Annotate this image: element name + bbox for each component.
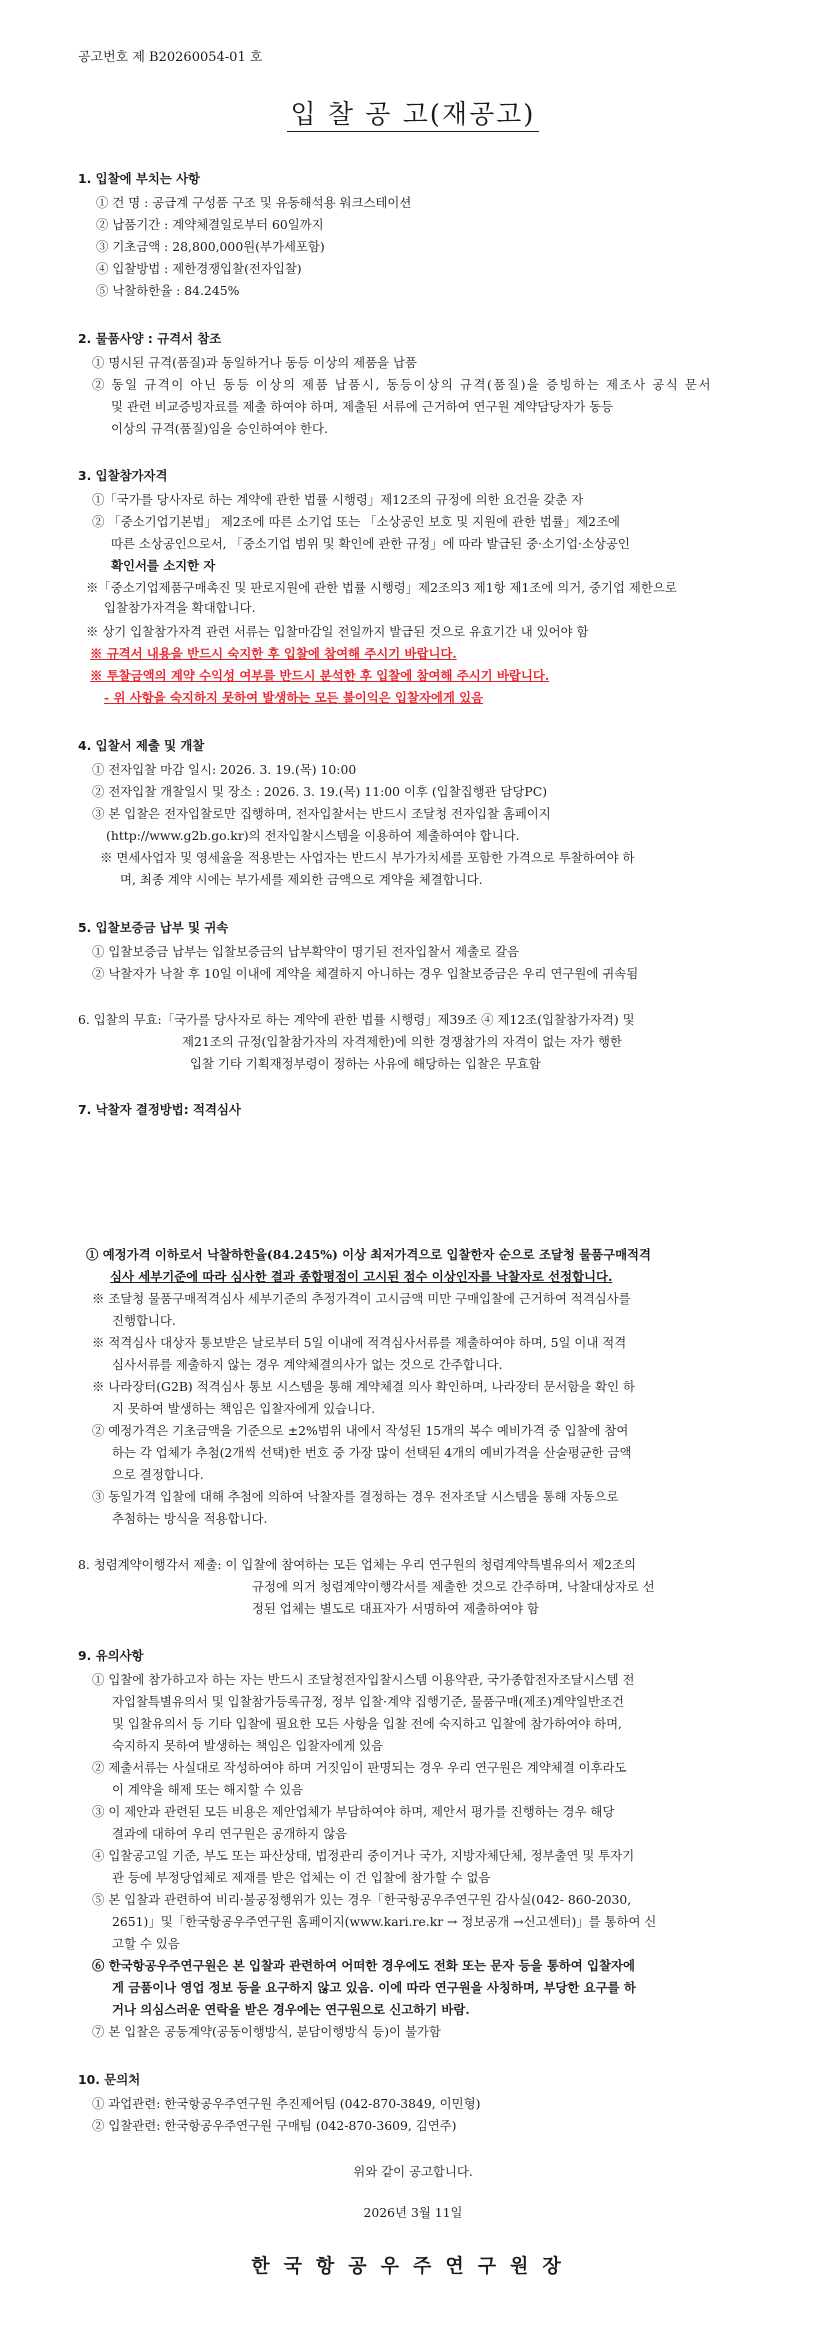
notice-line-s6-b: 제21조의 규정(입찰참가자의 자격제한)에 의한 경쟁참가의 자격이 없는 자가 행한 bbox=[182, 1034, 622, 1049]
notice-line-s7-1b: 심사 세부기준에 따라 심사한 결과 종합평점이 고시된 점수 이상인자를 낙찰자로 선정합니다. bbox=[110, 1269, 613, 1284]
title-text: 입 찰 공 고(재공고) bbox=[287, 100, 540, 132]
notice-line-s9-2a: ② 제출서류는 사실대로 작성하여야 하며 거짓임이 판명되는 경우 우리 연구원은 계약체결 이후라도 bbox=[92, 1760, 627, 1775]
closing-text: 위와 같이 공고합니다. bbox=[353, 2164, 473, 2179]
section-heading-s5-h: 5. 입찰보증금 납부 및 귀속 bbox=[78, 920, 229, 935]
page-title bbox=[0, 100, 826, 130]
notice-line-s4-2: ② 전자입찰 개찰일시 및 장소 : 2026. 3. 19.(목) 11:00 이후 (입찰집행관 담당PC) bbox=[92, 784, 548, 799]
notice-line-s9-1b: 자입찰특별유의서 및 입찰참가등록규정, 정부 입찰·계약 집행기준, 물품구매(제조)계약일반조건 bbox=[112, 1694, 624, 1709]
notice-line-s3-n5: - 위 사항을 숙지하지 못하여 발생하는 모든 불이익은 입찰자에게 있음 bbox=[104, 690, 484, 705]
notice-line-s7-n3a: ※ 나라장터(G2B) 적격심사 통보 시스템을 통해 계약체결 의사 확인하며, 나라장터 문서함을 확인 하 bbox=[92, 1379, 636, 1394]
section-heading-s3-h: 3. 입찰참가자격 bbox=[78, 468, 168, 483]
notice-line-s1-3: ③ 기초금액 : 28,800,000원(부가세포함) bbox=[96, 239, 325, 254]
notice-line-s9-1c: 및 입찰유의서 등 기타 입찰에 필요한 모든 사항을 입찰 전에 숙지하고 입찰에 참가하여야 하며, bbox=[112, 1716, 622, 1731]
notice-line-s7-1a: ① 예정가격 이하로서 낙찰하한율(84.245%) 이상 최저가격으로 입찰한자 순으로 조달청 물품구매적격 bbox=[86, 1247, 651, 1262]
notice-line-s7-n1b: 진행합니다. bbox=[112, 1313, 176, 1328]
notice-line-s2-2b: 및 관련 비교증빙자료를 제출 하여야 하며, 제출된 서류에 근거하여 연구원 계약담당자가 동등 bbox=[111, 399, 614, 414]
notice-line-s7-n1a: ※ 조달청 물품구매적격심사 세부기준의 추정가격이 고시금액 미만 구매입찰에 근거하여 적격심사를 bbox=[92, 1291, 631, 1306]
notice-line-s5-1: ① 입찰보증금 납부는 입찰보증금의 납부확약이 명기된 전자입찰서 제출로 갈음 bbox=[92, 944, 519, 959]
notice-line-s4-1: ① 전자입찰 마감 일시: 2026. 3. 19.(목) 10:00 bbox=[92, 762, 357, 777]
notice-line-s5-2: ② 낙찰자가 낙찰 후 10일 이내에 계약을 체결하지 아니하는 경우 입찰보증금은 우리 연구원에 귀속됨 bbox=[92, 966, 639, 981]
notice-line-s1-2: ② 납품기간 : 계약체결일로부터 60일까지 bbox=[96, 217, 324, 232]
notice-line-s1-4: ④ 입찰방법 : 제한경쟁입찰(전자입찰) bbox=[96, 261, 302, 276]
notice-line-s9-5b: 2651)」및「한국항공우주연구원 홈페이지(www.kari.re.kr → 정보공개 →신고센터)」를 통하여 신 bbox=[112, 1914, 657, 1929]
notice-line-s9-7: ⑦ 본 입찰은 공동계약(공동이행방식, 분담이행방식 등)이 불가함 bbox=[92, 2024, 441, 2039]
notice-date: 2026년 3월 11일 bbox=[363, 2205, 463, 2220]
notice-line-s7-3a: ③ 동일가격 입찰에 대해 추첨에 의하여 낙찰자를 결정하는 경우 전자조달 시스템을 통해 자동으로 bbox=[92, 1489, 619, 1504]
notice-line-s9-4a: ④ 입찰공고일 기준, 부도 또는 파산상태, 법정관리 중이거나 국가, 지방자체단체, 정부출연 및 투자기 bbox=[92, 1848, 635, 1863]
notice-line-s10-1: ① 과업관련: 한국항공우주연구원 추진제어팀 (042-870-3849, 이민형) bbox=[92, 2096, 481, 2111]
notice-line-s4-n1b: 며, 최종 계약 시에는 부가세를 제외한 금액으로 계약을 체결합니다. bbox=[120, 872, 483, 887]
notice-line-s8-b: 규정에 의거 청렴계약이행각서를 제출한 것으로 간주하며, 낙찰대상자로 선 bbox=[252, 1579, 655, 1594]
notice-line-s9-5a: ⑤ 본 입찰과 관련하여 비리·불공정행위가 있는 경우「한국항공우주연구원 감사실(042- 860-2030, bbox=[92, 1892, 632, 1907]
notice-line-s6-c: 입찰 기타 기획재정부령이 정하는 사유에 해당하는 입찰은 무효함 bbox=[190, 1056, 541, 1071]
notice-line-s9-4b: 관 등에 부정당업체로 제재를 받은 업체는 이 건 입찰에 참가할 수 없음 bbox=[112, 1870, 491, 1885]
notice-line-s9-2b: 이 계약을 해제 또는 해지할 수 있음 bbox=[112, 1782, 304, 1797]
notice-line-s4-n1a: ※ 면세사업자 및 영세율을 적용받는 사업자는 반드시 부가가치세를 포함한 가격으로 투찰하여야 하 bbox=[100, 850, 635, 865]
notice-line-s4-3a: ③ 본 입찰은 전자입찰로만 집행하며, 전자입찰서는 반드시 조달청 전자입찰 홈페이지 bbox=[92, 806, 551, 821]
notice-line-s7-2b: 하는 각 업체가 추첨(2개씩 선택)한 번호 중 가장 많이 선택된 4개의 예비가격을 산술평균한 금액 bbox=[112, 1445, 632, 1460]
notice-line-s2-2a: ② 동일 규격이 아닌 동등 이상의 제품 납품시, 동등이상의 규격(품질)을 증빙하는 제조사 공식 문서 bbox=[92, 377, 713, 392]
notice-line-s7-n2a: ※ 적격심사 대상자 통보받은 날로부터 5일 이내에 적격심사서류를 제출하여야 하며, 5일 이내 적격 bbox=[92, 1335, 627, 1350]
notice-number: 공고번호 제 B20260054-01 호 bbox=[78, 50, 263, 65]
section-heading-s7-h: 7. 낙찰자 결정방법: 적격심사 bbox=[78, 1102, 241, 1117]
notice-line-s3-2c: 확인서를 소지한 자 bbox=[111, 558, 216, 573]
notice-line-s9-6a: ⑥ 한국항공우주연구원은 본 입찰과 관련하여 어떠한 경우에도 전화 또는 문자 등을 통하여 입찰자에 bbox=[92, 1958, 635, 1973]
notice-line-s3-n4: ※ 투찰금액의 계약 수익성 여부를 반드시 분석한 후 입찰에 참여해 주시기 바랍니다. bbox=[90, 668, 550, 683]
section-heading-s4-h: 4. 입찰서 제출 및 개찰 bbox=[78, 738, 205, 753]
notice-line-s7-3b: 추첨하는 방식을 적용합니다. bbox=[112, 1511, 268, 1526]
notice-line-s3-n3: ※ 규격서 내용을 반드시 숙지한 후 입찰에 참여해 주시기 바랍니다. bbox=[90, 646, 457, 661]
notice-line-s7-n2b: 심사서류를 제출하지 않는 경우 계약체결의사가 없는 것으로 간주합니다. bbox=[112, 1357, 503, 1372]
notice-line-s3-n1b: 입찰참가자격을 확대합니다. bbox=[104, 600, 256, 615]
notice-line-s7-n3b: 지 못하여 발생하는 책임은 입찰자에게 있습니다. bbox=[112, 1401, 376, 1416]
notice-line-s9-5c: 고할 수 있음 bbox=[112, 1936, 180, 1951]
section-heading-s10-h: 10. 문의처 bbox=[78, 2072, 141, 2087]
notice-line-s8-c: 정된 업체는 별도로 대표자가 서명하여 제출하여야 함 bbox=[252, 1601, 539, 1616]
notice-line-s2-1: ① 명시된 규격(품질)과 동일하거나 동등 이상의 제품을 납품 bbox=[92, 355, 417, 370]
notice-line-s9-1d: 숙지하지 못하여 발생하는 책임은 입찰자에게 있음 bbox=[112, 1738, 384, 1753]
notice-line-s6-a: 6. 입찰의 무효:「국가를 당사자로 하는 계약에 관한 법률 시행령」제39조 ④ 제12조(입찰참가자격) 및 bbox=[78, 1012, 635, 1027]
notice-line-s1-1: ① 건 명 : 공급계 구성품 구조 및 유동해석용 워크스테이션 bbox=[96, 195, 412, 210]
notice-line-s9-1a: ① 입찰에 참가하고자 하는 자는 반드시 조달청전자입찰시스템 이용약관, 국가종합전자조달시스템 전 bbox=[92, 1672, 635, 1687]
notice-line-s3-2a: ② 「중소기업기본법」 제2조에 따른 소기업 또는 「소상공인 보호 및 지원에 관한 법률」제2조에 bbox=[92, 514, 621, 529]
notice-line-s1-5: ⑤ 낙찰하한율 : 84.245% bbox=[96, 283, 240, 298]
signer-name: 한국항공우주연구원장 bbox=[251, 2255, 575, 2277]
notice-line-s3-2b: 따른 소상공인으로서, 「중소기업 범위 및 확인에 관한 규정」에 따라 발급된 중·소기업·소상공인 bbox=[111, 536, 630, 551]
section-heading-s1-h: 1. 입찰에 부치는 사항 bbox=[78, 171, 201, 186]
notice-line-s2-2c: 이상의 규격(품질)임을 승인하여야 한다. bbox=[111, 421, 328, 436]
section-heading-s2-h: 2. 물품사양 : 규격서 참조 bbox=[78, 331, 222, 346]
notice-line-s8-a: 8. 청렴계약이행각서 제출: 이 입찰에 참여하는 모든 업체는 우리 연구원의 청렴계약특별유의서 제2조의 bbox=[78, 1557, 636, 1572]
section-heading-s9-h: 9. 유의사항 bbox=[78, 1648, 144, 1663]
notice-line-s9-3a: ③ 이 제안과 관련된 모든 비용은 제안업체가 부담하여야 하며, 제안서 평가를 진행하는 경우 해당 bbox=[92, 1804, 615, 1819]
notice-line-s10-2: ② 입찰관련: 한국항공우주연구원 구매팀 (042-870-3609, 김연주) bbox=[92, 2118, 457, 2133]
notice-line-s7-2a: ② 예정가격은 기초금액을 기준으로 ±2%범위 내에서 작성된 15개의 복수 예비가격 중 입찰에 참여 bbox=[92, 1423, 629, 1438]
notice-line-s3-n1a: ※「중소기업제품구매촉진 및 판로지원에 관한 법률 시행령」제2조의3 제1항 제1조에 의거, 중기업 제한으로 bbox=[86, 580, 677, 595]
notice-line-s4-3b: (http://www.g2b.go.kr)의 전자입찰시스템을 이용하여 제출하여야 합니다. bbox=[106, 828, 520, 843]
notice-line-s9-6c: 거나 의심스러운 연락을 받은 경우에는 연구원으로 신고하기 바람. bbox=[112, 2002, 470, 2017]
notice-line-s9-3b: 결과에 대하여 우리 연구원은 공개하지 않음 bbox=[112, 1826, 348, 1841]
notice-line-s3-1: ①「국가를 당사자로 하는 계약에 관한 법률 시행령」제12조의 규정에 의한 요건을 갖춘 자 bbox=[92, 492, 584, 507]
notice-line-s9-6b: 게 금품이나 영업 정보 등을 요구하지 않고 있음. 이에 따라 연구원을 사칭하며, 부당한 요구를 하 bbox=[112, 1980, 636, 1995]
notice-line-s3-n2: ※ 상기 입찰참가자격 관련 서류는 입찰마감일 전일까지 발급된 것으로 유효기간 내 있어야 함 bbox=[86, 624, 589, 639]
notice-line-s7-2c: 으로 결정합니다. bbox=[112, 1467, 204, 1482]
